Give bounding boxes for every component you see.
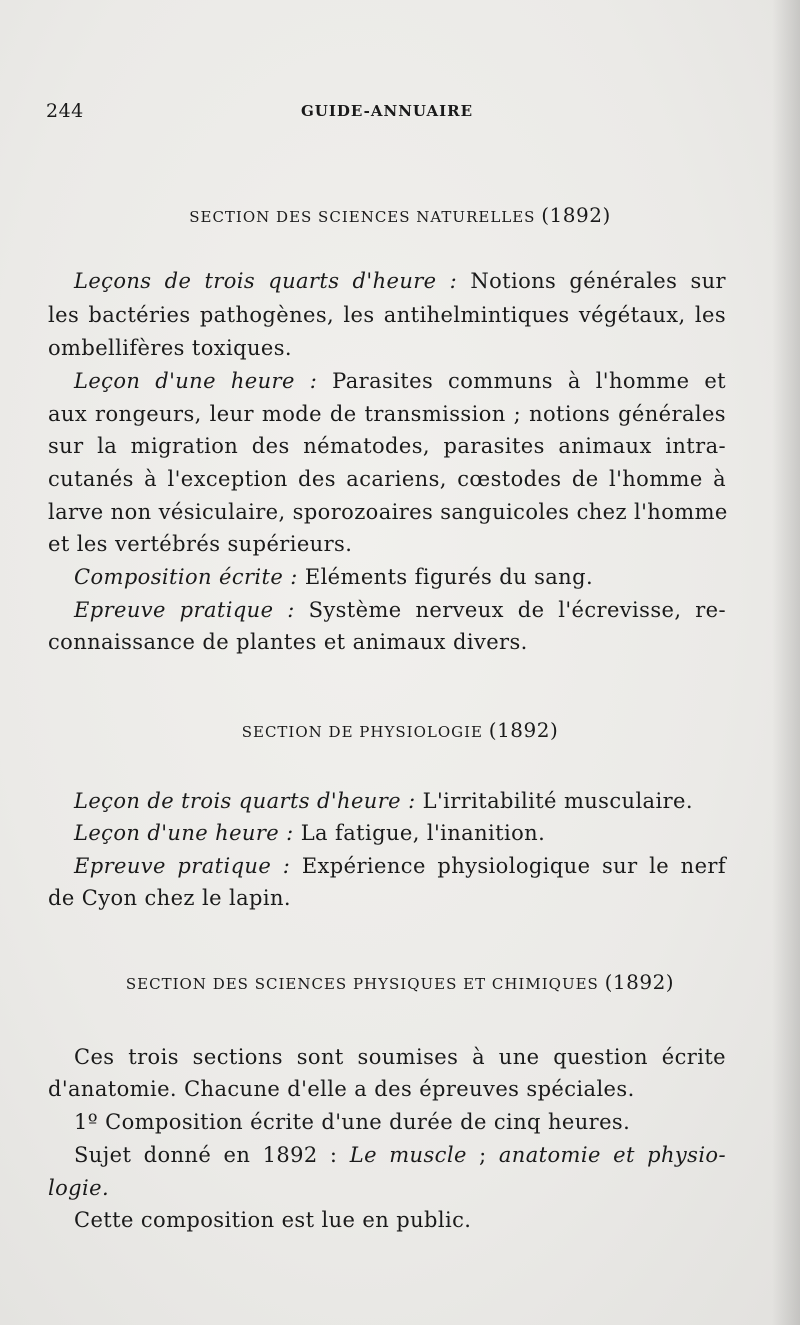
page-edge-shadow (772, 0, 800, 1325)
line-text: Cette composition est lue en public. (74, 1208, 472, 1232)
paragraph-line (74, 1142, 726, 1168)
line-text: sur la migration des nématodes, parasites animaux intra- (48, 434, 726, 458)
line-text: d'anatomie. Chacune d'elle a des épreuves spéciales. (48, 1077, 635, 1101)
heading-year: (1892) (604, 970, 675, 994)
running-head (46, 100, 726, 130)
section-heading-natural-sciences (0, 203, 800, 227)
paragraph-line (74, 368, 726, 394)
section-heading-physiology (0, 718, 800, 742)
heading-year: (1892) (488, 718, 559, 742)
italic-label: Epreuve pratique : (74, 598, 295, 622)
paragraph-line (74, 853, 726, 879)
paragraph-line (48, 302, 726, 328)
italic-text: anatomie et physio- (498, 1143, 726, 1167)
line-text: Parasites communs à l'homme et (317, 369, 726, 393)
italic-label: Leçon d'une heure : (74, 821, 294, 845)
page-number: 244 (46, 100, 84, 122)
line-text: Eléments figurés du sang. (297, 565, 594, 589)
running-title: GUIDE-ANNUAIRE (301, 102, 474, 120)
paragraph-line (48, 335, 726, 361)
heading-text: SECTION DES SCIENCES PHYSIQUES ET CHIMIQUES (125, 975, 599, 993)
line-text: ombellifères toxiques. (48, 336, 292, 360)
paragraph-line (48, 466, 726, 492)
paragraph-line (48, 885, 726, 911)
paragraph-line (48, 629, 726, 655)
paragraph-line (74, 597, 726, 623)
line-text: de Cyon chez le lapin. (48, 886, 291, 910)
italic-label: Leçon d'une heure : (74, 369, 318, 393)
section-heading-physical-chemical-sciences (0, 970, 800, 994)
line-text: Ces trois sections sont soumises à une question écrite (74, 1045, 726, 1069)
paragraph-line (74, 268, 726, 294)
paragraph-line (74, 1109, 726, 1135)
paragraph-line (74, 820, 726, 846)
paragraph-line (74, 1044, 726, 1070)
paragraph-line (48, 499, 726, 525)
italic-label: Leçon de trois quarts d'heure : (74, 789, 416, 813)
paragraph-line (48, 433, 726, 459)
line-text: et les vertébrés supérieurs. (48, 532, 353, 556)
line-text: Notions générales sur (457, 269, 727, 293)
line-text: Expérience physiologique sur le nerf (290, 854, 727, 878)
italic-label: Leçons de trois quarts d'heure : (74, 269, 458, 293)
italic-label: Epreuve pratique : (74, 854, 291, 878)
line-text: Système nerveux de l'écrevisse, re- (294, 598, 726, 622)
heading-text: SECTION DE PHYSIOLOGIE (241, 723, 483, 741)
paragraph-line (74, 788, 726, 814)
line-text: larve non vésiculaire, sporozoaires sanguicoles chez l'homme (48, 500, 728, 524)
line-text: ; (466, 1143, 499, 1167)
line-text: les bactéries pathogènes, les antihelmintiques végétaux, les (48, 303, 726, 327)
heading-text: SECTION DES SCIENCES NATURELLES (189, 208, 536, 226)
line-text: Sujet donné en 1892 : (74, 1143, 350, 1167)
paragraph-line (48, 531, 726, 557)
paragraph-line (48, 401, 726, 427)
heading-year: (1892) (541, 203, 611, 227)
line-text: connaissance de plantes et animaux divers. (48, 630, 528, 654)
italic-text: logie. (48, 1176, 110, 1200)
line-text: 1º Composition écrite d'une durée de cinq heures. (74, 1110, 631, 1134)
italic-text: Le muscle (349, 1143, 467, 1167)
line-text: La fatigue, l'inanition. (293, 821, 546, 845)
paragraph-line (48, 1076, 726, 1102)
line-text: L'irritabilité musculaire. (415, 789, 693, 813)
paragraph-line (48, 1175, 726, 1201)
line-text: aux rongeurs, leur mode de transmission ; notions générales (48, 402, 726, 426)
line-text: cutanés à l'exception des acariens, cœstodes de l'homme à (48, 467, 726, 491)
paragraph-line (74, 564, 726, 590)
paragraph-line (74, 1207, 726, 1233)
italic-label: Composition écrite : (74, 565, 298, 589)
